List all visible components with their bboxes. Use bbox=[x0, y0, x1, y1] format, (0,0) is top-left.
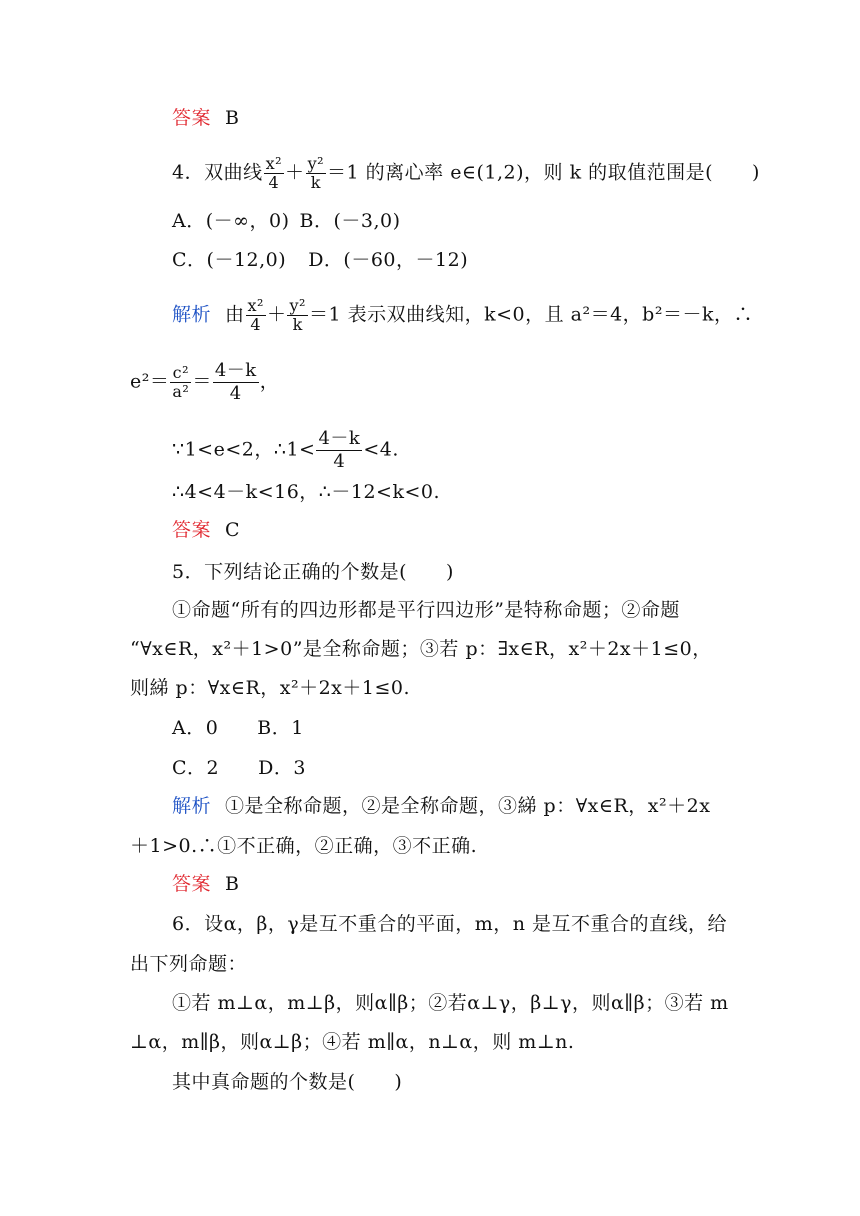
q4-number: 4． bbox=[172, 161, 205, 184]
q4-stem: 4．双曲线 $\frac{\text{x²}}{4}$ ＋ $\frac{\text{y²}}{k}$ ＝1 的离心率 e∈(1,2)，则 k 的取值范围是( ) bbox=[172, 154, 760, 192]
q5-analysis-line-1 bbox=[172, 794, 710, 818]
question-text: 6．设α，β，γ是互不重合的平面，m，n 是互不重合的直线，给 bbox=[172, 913, 728, 935]
q4-analysis-line-2: e²＝ $\frac{\text{c²}}{\text{a²}}$ ＝ $\frac{4-k}{4}$ ， bbox=[130, 360, 280, 404]
answer-label: 答案 bbox=[172, 107, 212, 129]
analysis-label: 解析 bbox=[172, 795, 212, 817]
q5-line-3 bbox=[130, 676, 410, 700]
question-text: “∀x∈R，x²＋1>0”是全称命题；③若 p：∃x∈R，x²＋2x＋1≤0， bbox=[130, 638, 712, 660]
analysis-text: 由 bbox=[225, 303, 245, 326]
q4-analysis-line-1: 解析 由 $\frac{\text{x²}}{4}$ ＋ $\frac{\text{y²}}{k}$ ＝1 表示双曲线知，k<0，且 a²＝4，b²＝－k，∴ bbox=[172, 296, 753, 334]
option-label: A． bbox=[172, 210, 206, 232]
analysis-text: <4. bbox=[363, 438, 399, 461]
analysis-text: ①是全称命题，②是全称命题，③綈 p：∀x∈R，x²＋2x bbox=[225, 795, 711, 817]
q4-analysis-line-4 bbox=[172, 480, 440, 504]
q5-answer-line bbox=[172, 872, 239, 896]
q4-condition: e∈(1,2)，则 bbox=[450, 161, 570, 184]
analysis-text: ＋1>0.∴①不正确，②正确，③不正确. bbox=[130, 835, 478, 857]
answer-label: 答案 bbox=[172, 873, 212, 895]
q4-tail: k 的取值范围是( ) bbox=[569, 161, 760, 184]
option-label: B． bbox=[299, 210, 334, 232]
q4-answer-line bbox=[172, 518, 240, 542]
option-label: C． bbox=[172, 249, 207, 271]
q6-line-1 bbox=[172, 912, 727, 936]
analysis-text: ＝1 表示双曲线知，k<0，且 a²＝4，b²＝－k，∴ bbox=[308, 303, 753, 326]
q6-line-3 bbox=[172, 991, 729, 1015]
q4-lead: 双曲线 bbox=[204, 161, 263, 184]
q5-options-row-2 bbox=[172, 756, 306, 780]
fraction-x2-over-4: $\frac{\text{x²}}{4}$ bbox=[247, 296, 264, 334]
q5-options-row-1 bbox=[172, 716, 304, 740]
option-label: D． bbox=[308, 249, 344, 271]
q6-line-5 bbox=[172, 1070, 402, 1094]
fraction-4-minus-k-over-4: $\frac{4-k}{4}$ bbox=[214, 360, 257, 404]
q3-answer-value: B bbox=[225, 107, 240, 129]
q4-answer-value: C bbox=[225, 519, 241, 541]
fraction-x2-over-4: $\frac{\text{x²}}{4}$ bbox=[265, 154, 283, 192]
question-text: ⊥α，m∥β，则α⊥β；④若 m∥α，n⊥α，则 m⊥n. bbox=[130, 1031, 575, 1053]
analysis-label: 解析 bbox=[172, 303, 212, 326]
q4-eq-rest: ＝1 的离心率 bbox=[327, 161, 451, 184]
q5-analysis-line-2 bbox=[130, 834, 477, 858]
analysis-text: ∵1<e<2，∴1< bbox=[172, 438, 316, 461]
q5-line-1 bbox=[172, 598, 680, 622]
q4-options-row-2 bbox=[172, 248, 468, 272]
q5-stem bbox=[172, 560, 454, 584]
q3-answer-line bbox=[172, 106, 239, 130]
analysis-text: ∴4<4－k<16，∴－12<k<0. bbox=[172, 481, 441, 503]
fraction-c2-over-a2: $\frac{\text{c²}}{\text{a²}}$ bbox=[172, 363, 190, 401]
fraction-y2-over-k: $\frac{\text{y²}}{k}$ bbox=[289, 296, 306, 334]
option-text: (－12,0) bbox=[206, 249, 287, 271]
q5-answer-value: B bbox=[225, 873, 240, 895]
analysis-text: e²＝ bbox=[130, 370, 170, 393]
q6-line-4 bbox=[130, 1030, 574, 1054]
question-text: 其中真命题的个数是( ) bbox=[172, 1071, 403, 1093]
option-text: (－3,0) bbox=[333, 210, 401, 232]
q5-line-2 bbox=[130, 637, 712, 661]
fraction-y2-over-k: $\frac{\text{y²}}{k}$ bbox=[307, 154, 325, 192]
question-text: ①若 m⊥α，m⊥β，则α∥β；②若α⊥γ，β⊥γ，则α∥β；③若 m bbox=[172, 992, 729, 1014]
fraction-4-minus-k-over-4: $\frac{4-k}{4}$ bbox=[318, 428, 361, 472]
option-text: C．2 D．3 bbox=[172, 757, 306, 779]
q6-line-2 bbox=[130, 952, 247, 976]
question-text: 则綈 p：∀x∈R，x²＋2x＋1≤0. bbox=[130, 677, 411, 699]
answer-label: 答案 bbox=[172, 519, 212, 541]
option-text: A．0 B．1 bbox=[172, 717, 304, 739]
q4-analysis-line-3 bbox=[172, 428, 399, 473]
question-text: ①命题“所有的四边形都是平行四边形”是特称命题；②命题 bbox=[172, 599, 680, 621]
question-text: 5．下列结论正确的个数是( ) bbox=[172, 561, 454, 583]
option-text: (－60，－12) bbox=[343, 249, 469, 271]
analysis-text: ， bbox=[259, 370, 280, 393]
question-text: 出下列命题： bbox=[130, 953, 248, 975]
option-text: (－∞，0) bbox=[205, 210, 290, 232]
q4-options-row-1 bbox=[172, 209, 401, 233]
